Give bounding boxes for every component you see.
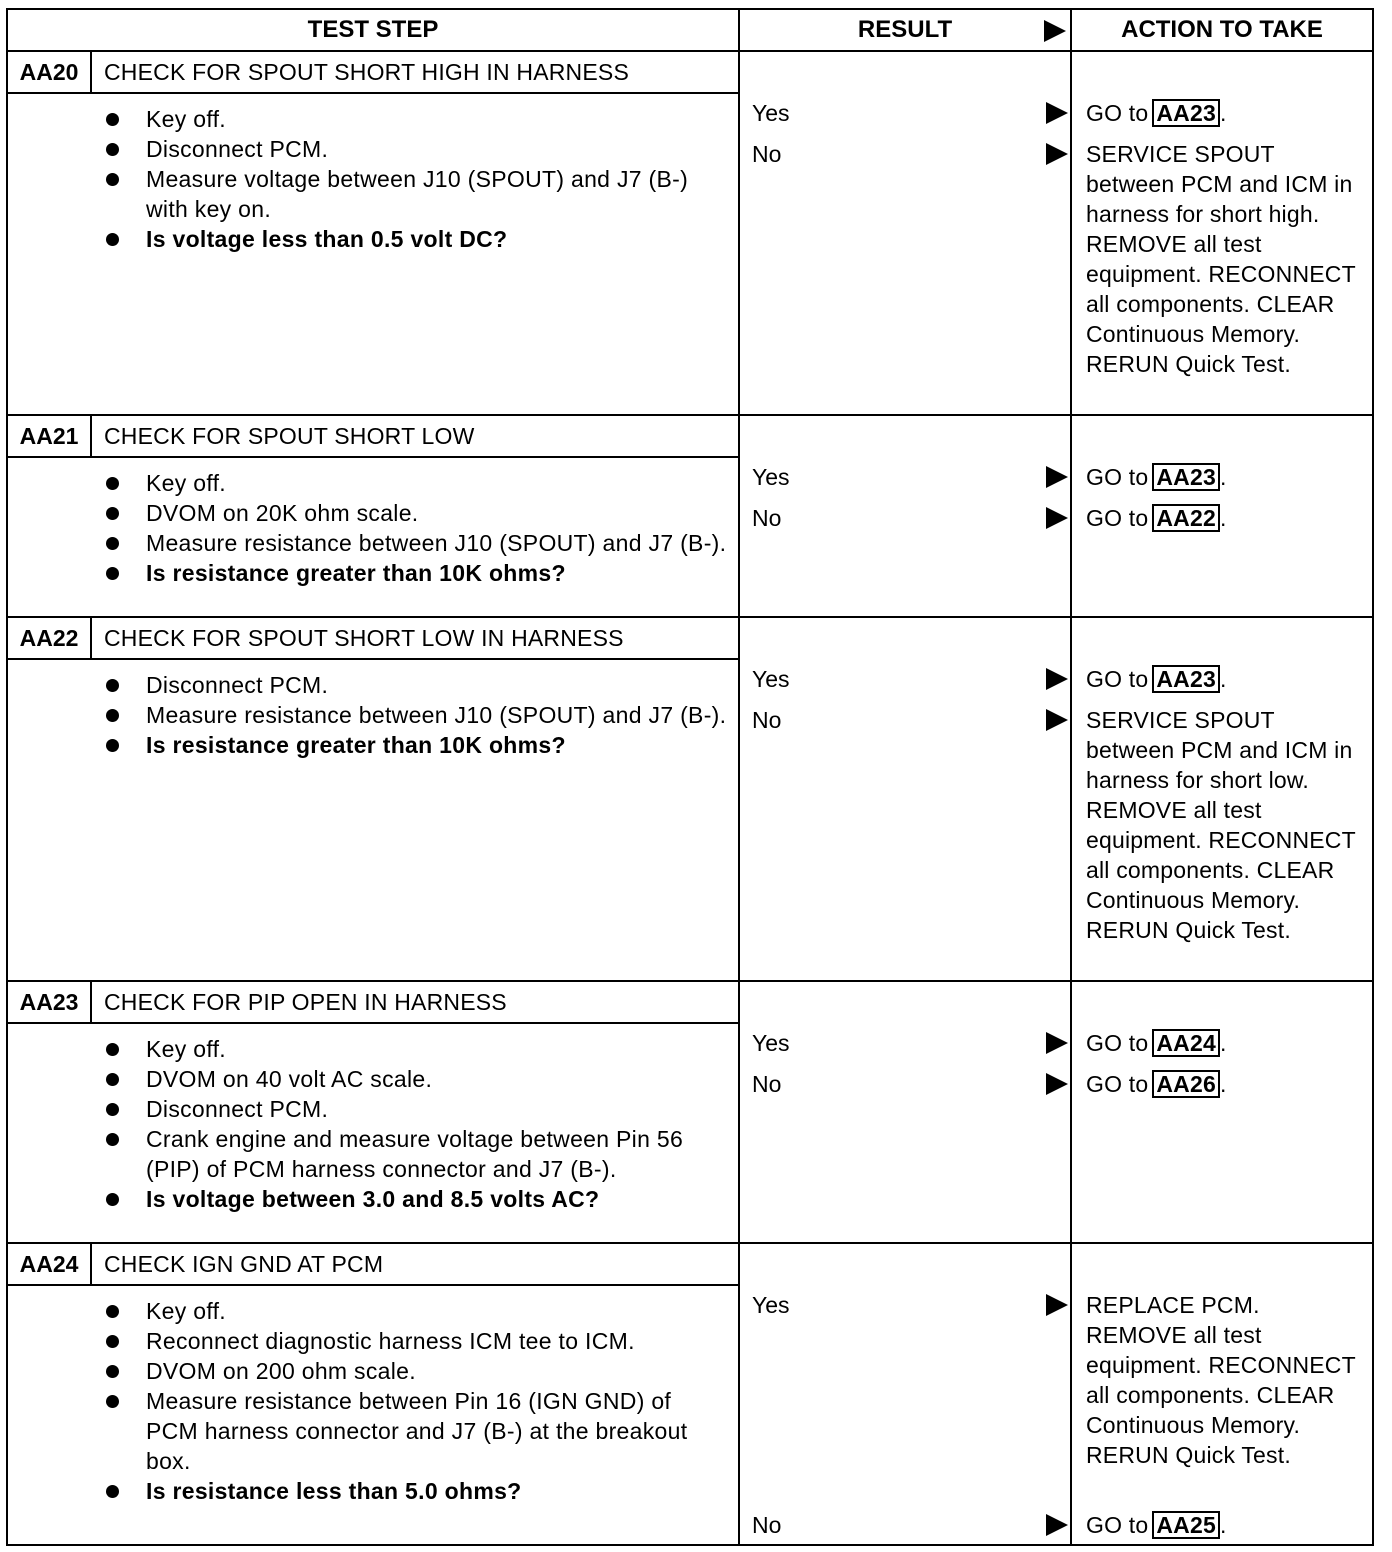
result-label: No — [752, 140, 782, 167]
action-prefix: GO to — [1086, 1030, 1149, 1056]
step-header — [8, 416, 738, 458]
step-question: Is resistance less than 5.0 ohms? — [106, 1476, 728, 1506]
action-cell — [1071, 617, 1373, 981]
action-no — [1086, 1510, 1364, 1540]
action-suffix: . — [1219, 464, 1227, 490]
header-test-step: TEST STEP — [7, 9, 739, 51]
action-prefix: GO to — [1086, 1512, 1149, 1538]
step-bullets — [8, 1024, 738, 1222]
step-header — [8, 618, 738, 660]
result-yes — [752, 664, 1068, 694]
result-yes — [752, 1028, 1068, 1058]
step-header — [8, 1244, 738, 1286]
step-row-aa22 — [7, 617, 1373, 981]
bullet-item: Measure resistance between J10 (SPOUT) and J7 (B-). — [106, 700, 728, 730]
result-no — [752, 139, 1068, 169]
action-cell — [1071, 51, 1373, 415]
bullet-item: Measure resistance between Pin 16 (IGN GND) of PCM harness connector and J7 (B-) at the breakout box. — [106, 1386, 728, 1476]
result-no — [752, 503, 1068, 533]
result-cell — [739, 617, 1071, 981]
arrow-right-icon — [1046, 1032, 1068, 1054]
action-prefix: GO to — [1086, 505, 1149, 531]
action-suffix: . — [1219, 1512, 1227, 1538]
result-no — [752, 1510, 1068, 1540]
step-id: AA20 — [8, 52, 92, 92]
step-reference[interactable]: AA23 — [1152, 463, 1220, 491]
action-yes: REPLACE PCM. REMOVE all test equipment. RECONNECT all components. CLEAR Continuous Memory. RERUN Quick Test. — [1086, 1292, 1356, 1468]
bullet-item: Disconnect PCM. — [106, 670, 728, 700]
step-row-aa23 — [7, 981, 1373, 1243]
bullet-item: Key off. — [106, 1296, 728, 1326]
step-cell — [7, 415, 739, 617]
action-cell — [1071, 415, 1373, 617]
result-no — [752, 1069, 1068, 1099]
bullet-item: Measure voltage between J10 (SPOUT) and J7 (B-) with key on. — [106, 164, 728, 224]
step-title: CHECK FOR PIP OPEN IN HARNESS — [104, 988, 507, 1015]
result-label: Yes — [752, 665, 790, 692]
step-question: Is voltage less than 0.5 volt DC? — [106, 224, 728, 254]
action-yes — [1086, 664, 1364, 694]
step-reference[interactable]: AA24 — [1152, 1029, 1220, 1057]
arrow-right-icon — [1046, 143, 1068, 165]
bullet-item: Disconnect PCM. — [106, 1094, 728, 1124]
step-title: CHECK FOR SPOUT SHORT HIGH IN HARNESS — [104, 58, 629, 85]
result-label: Yes — [752, 99, 790, 126]
bullet-item: DVOM on 40 volt AC scale. — [106, 1064, 728, 1094]
result-label: No — [752, 504, 782, 531]
step-id: AA22 — [8, 618, 92, 658]
arrow-right-icon — [1046, 1294, 1068, 1316]
result-label: No — [752, 1511, 782, 1538]
action-suffix: . — [1219, 1071, 1227, 1097]
action-suffix: . — [1219, 505, 1227, 531]
action-no — [1086, 1069, 1364, 1099]
header-action: ACTION TO TAKE — [1071, 9, 1373, 51]
result-cell — [739, 415, 1071, 617]
step-title: CHECK IGN GND AT PCM — [104, 1250, 384, 1277]
action-cell — [1071, 981, 1373, 1243]
step-cell — [7, 617, 739, 981]
result-yes — [752, 98, 1068, 128]
step-id: AA24 — [8, 1244, 92, 1284]
step-bullets — [8, 1286, 738, 1514]
step-bullets — [8, 458, 738, 596]
step-bullets — [8, 660, 738, 768]
bullet-item: Key off. — [106, 104, 728, 134]
arrow-right-icon — [1046, 466, 1068, 488]
step-row-aa21 — [7, 415, 1373, 617]
action-no — [1086, 503, 1364, 533]
action-no: SERVICE SPOUT between PCM and ICM in harness for short low. REMOVE all test equipment. RECONNECT all components. CLEAR Continuous Memory. RERUN Quick Test. — [1086, 707, 1356, 943]
arrow-right-icon — [1046, 102, 1068, 124]
action-yes — [1086, 462, 1364, 492]
result-yes — [752, 1290, 1068, 1320]
result-label: Yes — [752, 1029, 790, 1056]
step-bullets — [8, 94, 738, 262]
step-question: Is resistance greater than 10K ohms? — [106, 558, 728, 588]
step-header — [8, 982, 738, 1024]
action-prefix: GO to — [1086, 464, 1149, 490]
action-no: SERVICE SPOUT between PCM and ICM in harness for short high. REMOVE all test equipment. RECONNECT all components. CLEAR Continuous Memory. RERUN Quick Test. — [1086, 141, 1356, 377]
step-reference[interactable]: AA26 — [1152, 1070, 1220, 1098]
step-title: CHECK FOR SPOUT SHORT LOW IN HARNESS — [104, 624, 624, 651]
bullet-item: Disconnect PCM. — [106, 134, 728, 164]
step-reference[interactable]: AA25 — [1152, 1511, 1220, 1539]
result-label: No — [752, 706, 782, 733]
arrow-right-icon — [1046, 1514, 1068, 1536]
action-cell — [1071, 1243, 1373, 1545]
action-yes — [1086, 1028, 1364, 1058]
result-cell — [739, 1243, 1071, 1545]
arrow-right-icon — [1046, 709, 1068, 731]
step-reference[interactable]: AA23 — [1152, 99, 1220, 127]
step-reference[interactable]: AA23 — [1152, 665, 1220, 693]
diagnostic-table — [6, 8, 1374, 1546]
result-yes — [752, 462, 1068, 492]
table-header-row — [7, 9, 1373, 51]
step-row-aa20 — [7, 51, 1373, 415]
result-cell — [739, 981, 1071, 1243]
result-no — [752, 705, 1068, 735]
step-header — [8, 52, 738, 94]
result-label: Yes — [752, 1291, 790, 1318]
action-suffix: . — [1219, 666, 1227, 692]
result-cell — [739, 51, 1071, 415]
bullet-item: DVOM on 20K ohm scale. — [106, 498, 728, 528]
arrow-right-icon — [1046, 507, 1068, 529]
step-cell — [7, 981, 739, 1243]
bullet-item: DVOM on 200 ohm scale. — [106, 1356, 728, 1386]
action-yes — [1086, 98, 1364, 128]
arrow-right-icon — [1044, 20, 1066, 42]
bullet-item: Measure resistance between J10 (SPOUT) and J7 (B-). — [106, 528, 728, 558]
step-id: AA23 — [8, 982, 92, 1022]
step-id: AA21 — [8, 416, 92, 456]
action-suffix: . — [1219, 100, 1227, 126]
bullet-item: Key off. — [106, 1034, 728, 1064]
bullet-item: Crank engine and measure voltage between Pin 56 (PIP) of PCM harness connector and J7 (B-). — [106, 1124, 728, 1184]
step-cell — [7, 51, 739, 415]
header-result-cell — [739, 9, 1071, 51]
bullet-item: Key off. — [106, 468, 728, 498]
step-question: Is voltage between 3.0 and 8.5 volts AC? — [106, 1184, 728, 1214]
step-cell — [7, 1243, 739, 1545]
action-prefix: GO to — [1086, 666, 1149, 692]
result-label: No — [752, 1070, 782, 1097]
action-prefix: GO to — [1086, 100, 1149, 126]
action-prefix: GO to — [1086, 1071, 1149, 1097]
step-reference[interactable]: AA22 — [1152, 504, 1220, 532]
action-suffix: . — [1219, 1030, 1227, 1056]
header-result: RESULT — [857, 16, 953, 43]
step-question: Is resistance greater than 10K ohms? — [106, 730, 728, 760]
result-label: Yes — [752, 463, 790, 490]
step-row-aa24 — [7, 1243, 1373, 1545]
step-title: CHECK FOR SPOUT SHORT LOW — [104, 422, 475, 449]
arrow-right-icon — [1046, 1073, 1068, 1095]
bullet-item: Reconnect diagnostic harness ICM tee to ICM. — [106, 1326, 728, 1356]
arrow-right-icon — [1046, 668, 1068, 690]
